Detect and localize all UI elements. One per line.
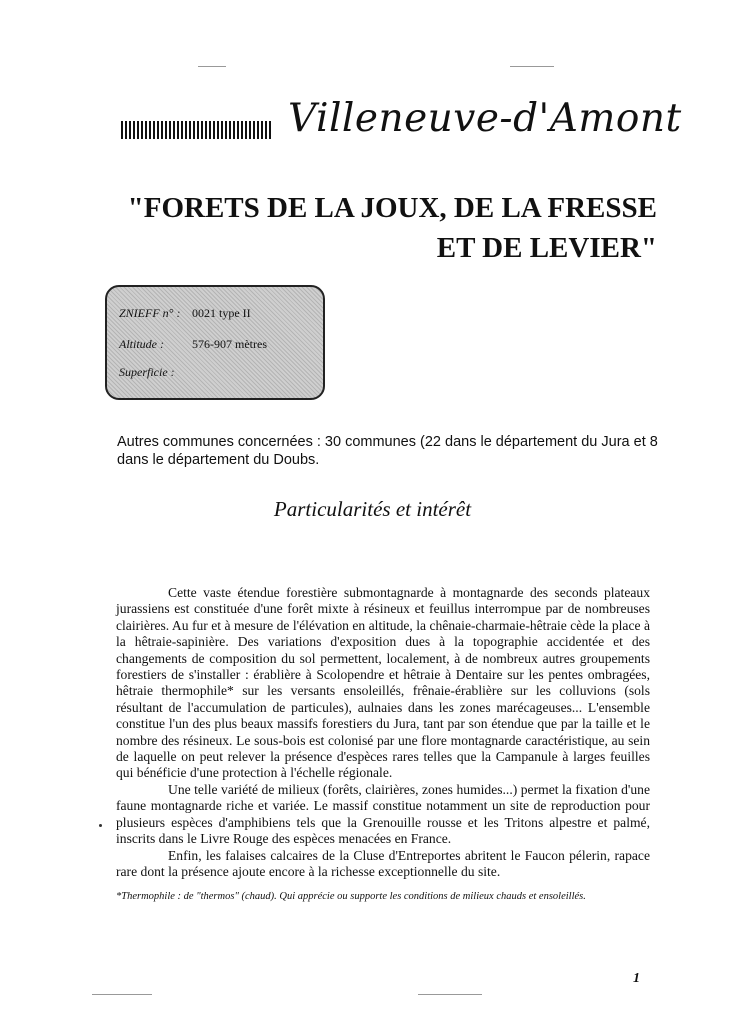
paragraph-fauna: Une telle variété de milieux (forêts, clairières, zones humides...) permet la fixation d'une faune montagnarde riche et variée. Le massif constitue notamment un site de reproduction pour plusieurs espèces d'amphibiens tels que la Grenouille rousse et les Tritons alpestre et palmé, inscrits dans le Livre Rouge des espèces menacées en France. (116, 781, 650, 847)
scan-mark (510, 66, 554, 67)
superficie-label: Superficie : (119, 365, 175, 379)
section-heading: Particularités et intérêt (273, 497, 472, 521)
altitude-value: 576-907 mètres (192, 337, 267, 351)
scan-speck (99, 824, 102, 827)
site-title-line-2: ET DE LEVIER" (436, 232, 657, 264)
znieff-label: ZNIEFF n° : (119, 306, 181, 320)
scan-mark (92, 994, 152, 995)
znieff-row (119, 306, 251, 321)
body-text (116, 585, 650, 880)
footnote: *Thermophile : de "thermos" (chaud). Qui apprécie ou supporte les conditions de milieux chauds et ensoleillés. (116, 891, 586, 902)
page-number: 1 (633, 971, 640, 986)
site-title-line-1: "FORETS DE LA JOUX, DE LA FRESSE (127, 192, 657, 224)
altitude-label: Altitude : (119, 337, 164, 351)
superficie-row (119, 365, 175, 380)
town-name: Villeneuve-d'Amont (288, 96, 682, 141)
paragraph-cliffs: Enfin, les falaises calcaires de la Cluse d'Entreportes abritent le Faucon pélerin, rapace rare dont la présence ajoute encore à la richesse exceptionnelle du site. (116, 847, 650, 879)
scan-mark (198, 66, 226, 67)
altitude-row (119, 337, 267, 352)
znieff-value: 0021 type II (192, 306, 251, 320)
znieff-info-box (105, 285, 325, 400)
barcode-stripe (121, 121, 271, 139)
paragraph-flora: Cette vaste étendue forestière submontagnarde à montagnarde des seconds plateaux jurassiens est constituée d'une forêt mixte à résineux et feuillus interrompue par de nombreuses clairières. Au fur et à mesure de l'élévation en altitude, la chênaie-charmaie-hêtraie cède la place à la hêtraie-sapinière. Des variations d'exposition dues à la topographie accidentée et des changements de composition du sol permettent, localement, à de nombreux autres groupements forestiers de s'installer : érablière à Scolopendre et hêtraie à Dentaire sur les pentes ombragées, hêtraie thermophile* sur les versants ensoleillés, frênaie-érablière sur les colluvions (sols résultant de l'accumulation de particules), aulnaies dans les zones marécageuses... L'ensemble constitue l'un des plus beaux massifs forestiers du Jura, tant par son étendue que par la taille et le nombre des résineux. Le sous-bois est colonisé par une flore montagnarde caractéristique, au sein de laquelle on peut relever la présence d'espèces rares telles que la Campanule à larges feuilles qui bénéficie d'une protection à l'échelle régionale. (116, 585, 650, 781)
site-title (128, 188, 657, 268)
scan-mark (418, 994, 482, 995)
other-communes-text: Autres communes concernées : 30 communes (22 dans le département du Jura et 8 dans le département du Doubs. (117, 434, 658, 468)
